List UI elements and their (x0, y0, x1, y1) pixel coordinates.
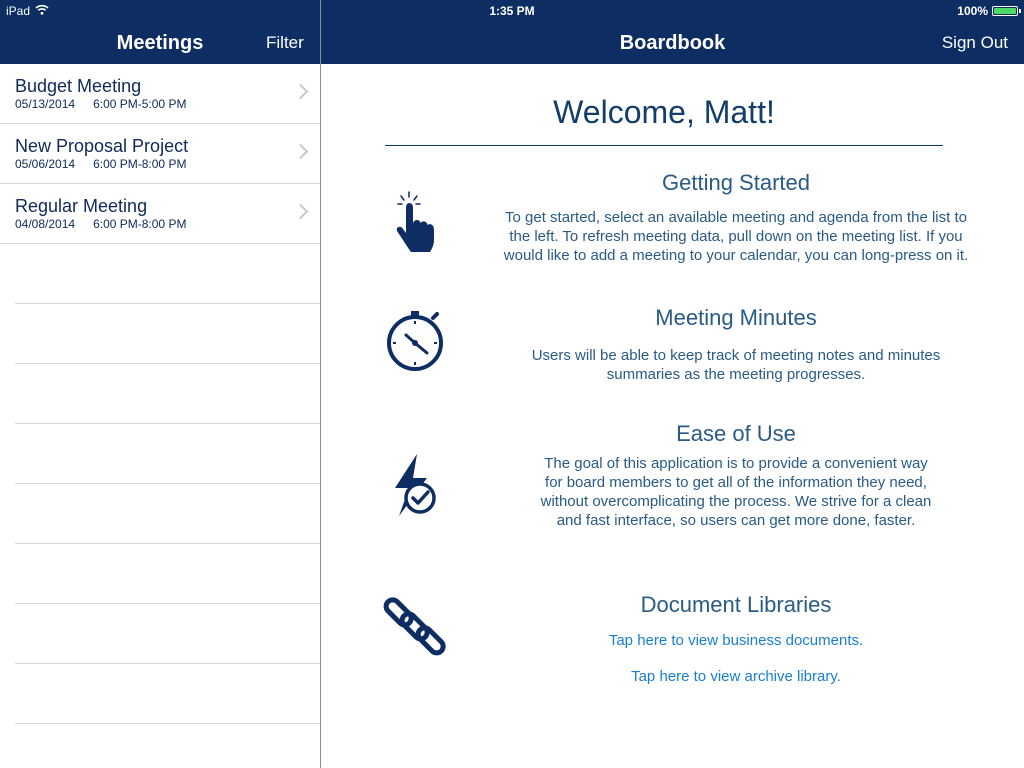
meeting-date-time (15, 157, 186, 171)
detail-pane (321, 64, 1024, 768)
filter-button[interactable]: Filter (266, 33, 304, 52)
business-documents-link[interactable]: Tap here to view business documents. (608, 632, 864, 649)
text-line: without overcomplicating the process. We strive for a clean (540, 493, 932, 510)
ease-of-use-title: Ease of Use (676, 421, 796, 446)
boardbook-title: Boardbook (619, 32, 726, 54)
meeting-title: Regular Meeting (15, 196, 148, 216)
status-right (957, 4, 1018, 18)
empty-row (15, 364, 320, 424)
document-libraries-title: Document Libraries (640, 592, 832, 617)
top-bar (0, 0, 1024, 64)
meeting-date: 05/06/2014 (15, 157, 76, 171)
empty-row (15, 544, 320, 604)
welcome-heading: Welcome, Matt! (553, 94, 775, 130)
empty-row (15, 244, 320, 304)
chevron-right-icon (293, 84, 309, 100)
sign-out-button[interactable]: Sign Out (941, 33, 1008, 52)
ease-of-use-body (461, 454, 1011, 530)
meeting-title: Budget Meeting (15, 76, 142, 96)
text-line: and fast interface, so users can get more done, faster. (556, 512, 916, 529)
text-line: summaries as the meeting progresses. (606, 366, 866, 383)
meeting-time: 6:00 PM-8:00 PM (93, 217, 187, 231)
getting-started-title: Getting Started (662, 170, 810, 195)
welcome-divider (385, 145, 943, 146)
lightning-check-icon (387, 452, 443, 523)
meeting-date: 05/13/2014 (15, 97, 76, 111)
status-time: 1:35 PM (489, 4, 535, 18)
text-line: Users will be able to keep track of meeting notes and minutes (531, 347, 941, 364)
meeting-time: 6:00 PM-8:00 PM (93, 157, 187, 171)
meeting-date-time (15, 97, 186, 111)
empty-row (15, 484, 320, 544)
empty-row (15, 424, 320, 484)
battery-level (994, 8, 1016, 14)
meeting-title: New Proposal Project (15, 136, 189, 156)
archive-library-link[interactable]: Tap here to view archive library. (631, 668, 841, 685)
text-line: To get started, select an available meeting and agenda from the list to (505, 209, 967, 226)
device-name: iPad (6, 4, 31, 18)
meeting-time: 6:00 PM-5:00 PM (93, 97, 187, 111)
meeting-row-budget[interactable] (0, 64, 320, 124)
empty-row (15, 304, 320, 364)
empty-row (15, 724, 320, 768)
tap-finger-icon (393, 190, 441, 259)
battery-percent: 100% (957, 4, 988, 18)
meeting-row-new-proposal[interactable] (0, 124, 320, 184)
chain-link-icon (383, 594, 447, 661)
empty-row (15, 604, 320, 664)
chevron-right-icon (293, 144, 309, 160)
text-line: for board members to get all of the information they need, (545, 474, 927, 491)
text-line: the left. To refresh meeting data, pull down on the meeting list. If you (509, 228, 963, 245)
chevron-right-icon (293, 204, 309, 220)
meetings-title: Meetings (116, 32, 204, 54)
meeting-minutes-title: Meeting Minutes (655, 305, 817, 330)
meeting-row-regular[interactable] (0, 184, 320, 244)
getting-started-body (461, 208, 1011, 265)
battery-icon (992, 6, 1018, 16)
meetings-list[interactable] (0, 64, 320, 768)
meeting-date: 04/08/2014 (15, 217, 76, 231)
meeting-minutes-body (461, 346, 1011, 384)
empty-row (15, 664, 320, 724)
text-line: would like to add a meeting to your calendar, you can long-press on it. (503, 247, 969, 264)
text-line: The goal of this application is to provide a convenient way (544, 455, 928, 472)
meeting-date-time (15, 217, 186, 231)
stopwatch-icon (385, 308, 445, 377)
